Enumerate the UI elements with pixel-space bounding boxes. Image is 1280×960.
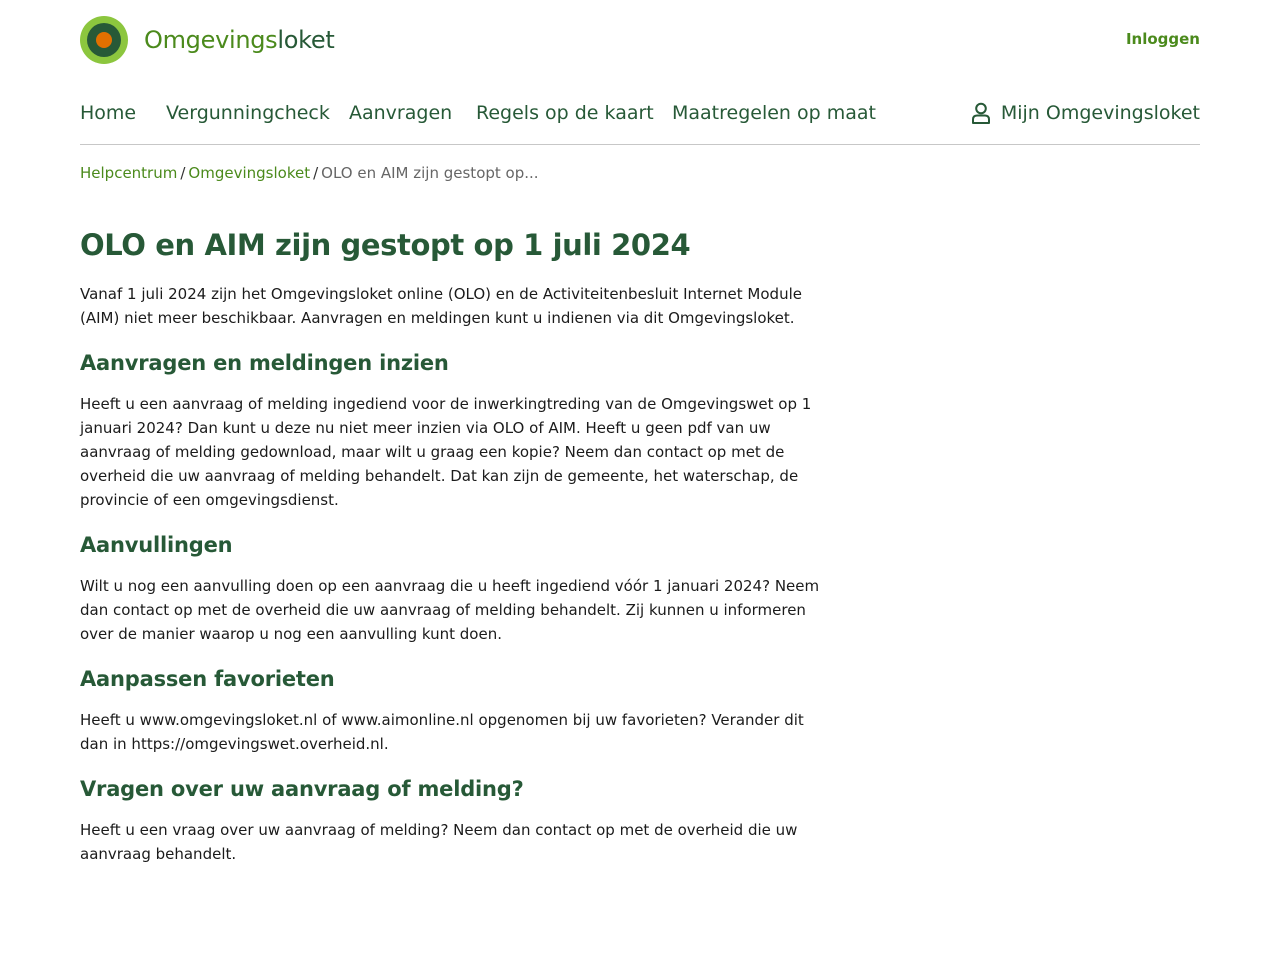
breadcrumb-helpcentrum[interactable]: Helpcentrum <box>80 164 178 182</box>
nav-item-aanvragen[interactable]: Aanvragen <box>349 102 453 124</box>
user-icon <box>971 102 991 124</box>
breadcrumb-separator: / <box>180 164 186 182</box>
logo-link[interactable] <box>80 16 334 64</box>
intro-paragraph: Vanaf 1 juli 2024 zijn het Omgevingsloket online (OLO) en de Activiteitenbesluit Internet Module (AIM) niet meer beschikbaar. Aanvragen en meldingen kunt u indienen via dit Omgevingsloket. <box>80 285 802 327</box>
nav-item-maatregelen-op-maat[interactable]: Maatregelen op maat <box>672 102 876 124</box>
section-body: Wilt u nog een aanvulling doen op een aanvraag die u heeft ingediend vóór 1 januari 2024? Neem dan contact op met de overheid die uw aanvraag of melding behandelt. Zij kunnen u informeren over de manier waarop u nog een aanvulling kunt doen. <box>80 577 820 643</box>
section-heading: Aanvragen en meldingen inzien <box>80 351 449 375</box>
nav-item-vergunningcheck[interactable]: Vergunningcheck <box>166 102 330 124</box>
logo-text: Omgevingsloket <box>144 26 335 54</box>
login-link[interactable]: Inloggen <box>1125 30 1200 48</box>
section-heading: Aanvullingen <box>80 533 233 557</box>
section-heading: Aanpassen favorieten <box>80 667 335 691</box>
section-body: Heeft u een vraag over uw aanvraag of melding? Neem dan contact op met de overheid die uw aanvraag behandelt. <box>80 821 798 863</box>
breadcrumb-separator: / <box>313 164 319 182</box>
nav-item-home[interactable]: Home <box>80 102 137 124</box>
page-title: OLO en AIM zijn gestopt op 1 juli 2024 <box>80 228 691 262</box>
site-header <box>80 16 1200 64</box>
nav-item-regels-op-de-kaart[interactable]: Regels op de kaart <box>476 102 654 124</box>
omgevingsloket-logo-icon <box>80 16 128 64</box>
section-body: Heeft u een aanvraag of melding ingediend voor de inwerkingtreding van de Omgevingswet op 1 januari 2024? Dan kunt u deze nu niet meer inzien via OLO of AIM. Heeft u geen pdf van uw aanvraag of melding gedownload, maar wilt u graag een kopie? Neem dan contact op met de overheid die uw aanvraag of melding behandelt. Dat kan zijn de gemeente, het waterschap, de provincie of een omgevingsdienst. <box>80 395 812 509</box>
mijn-omgevingsloket-link[interactable] <box>971 102 1200 124</box>
article <box>80 222 820 876</box>
breadcrumb-current: OLO en AIM zijn gestopt op... <box>321 164 539 182</box>
breadcrumb-omgevingsloket[interactable]: Omgevingsloket <box>188 164 311 182</box>
mijn-omgevingsloket-label: Mijn Omgevingsloket <box>1000 102 1200 124</box>
section-body: Heeft u www.omgevingsloket.nl of www.aimonline.nl opgenomen bij uw favorieten? Verander dit dan in https://omgevingswet.overheid.nl. <box>80 711 804 753</box>
main-nav <box>80 94 1200 145</box>
section-heading: Vragen over uw aanvraag of melding? <box>80 777 524 801</box>
breadcrumb <box>80 164 539 182</box>
